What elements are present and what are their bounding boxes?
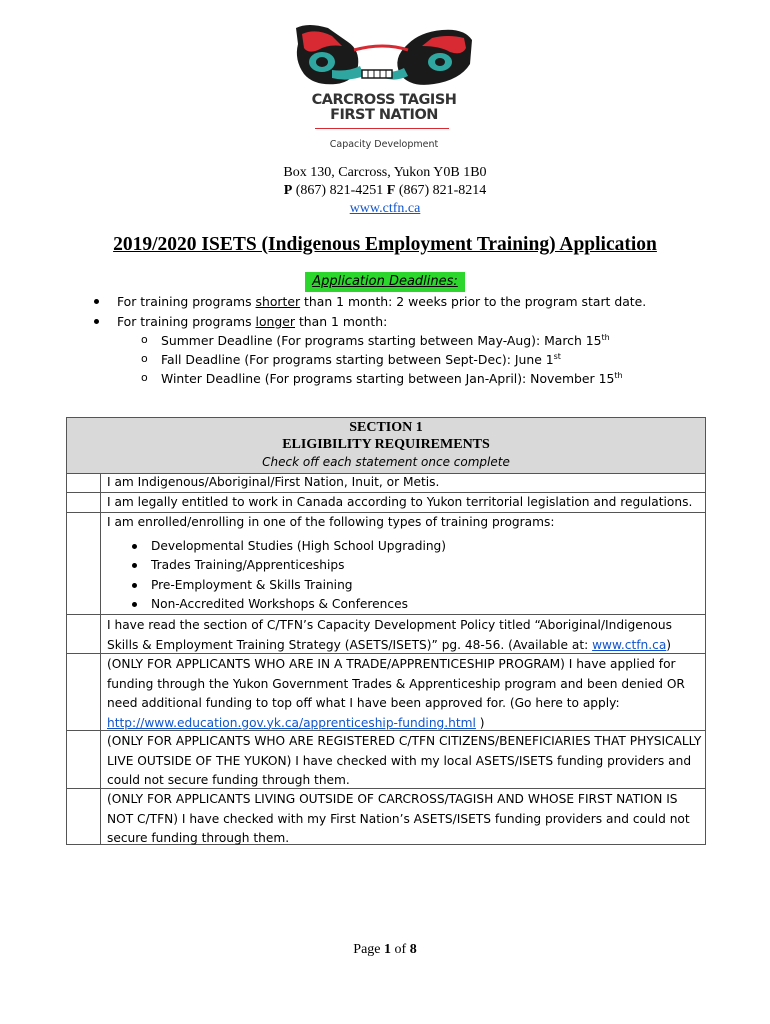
page-title: 2019/2020 ISETS (Indigenous Employment Training) Application xyxy=(113,234,657,255)
checkbox-cell[interactable] xyxy=(67,789,101,844)
statement-text: I am enrolled/enrolling in one of the following types of training programs: xyxy=(107,515,555,529)
bullet-icon xyxy=(94,299,99,304)
checkbox-cell[interactable] xyxy=(67,513,101,614)
sub-bullet-icon: o xyxy=(141,371,148,384)
org-name-line1: CARCROSS TAGISH xyxy=(311,92,457,108)
deadlines-heading: Application Deadlines: xyxy=(305,272,465,292)
checkbox-cell[interactable] xyxy=(67,493,101,512)
bullet-icon xyxy=(94,319,99,324)
contact-line xyxy=(0,182,770,200)
org-divider xyxy=(315,128,449,129)
list-item: Non-Accredited Workshops & Conferences xyxy=(107,595,703,615)
winter-deadline: Winter Deadline (For programs starting between Jan-April): November 15th xyxy=(161,370,623,386)
website-line xyxy=(0,200,770,218)
fall-deadline: Fall Deadline (For programs starting between Sept-Dec): June 1st xyxy=(161,351,561,367)
checkbox-cell[interactable] xyxy=(67,654,101,730)
eligibility-statement: (ONLY FOR APPLICANTS WHO ARE REGISTERED C/TFN CITIZENS/BENEFICIARIES THAT PHYSICALLY LIVE OUTSIDE OF THE YUKON) I have checked with my local ASETS/ISETS funding providers and could not secure funding through them. xyxy=(107,734,702,787)
deadline-short-programs: For training programs shorter than 1 month: 2 weeks prior to the program start date. xyxy=(117,294,647,309)
eligibility-statement: (ONLY FOR APPLICANTS WHO ARE IN A TRADE/APPRENTICESHIP PROGRAM) I have applied for funding through the Yukon Government Trades & Apprenticeship program and been denied OR need additional funding to top off what I have been approved for. (Go here to apply: http://www.education.gov.yk.ca/apprenticeship-funding.html ) xyxy=(107,657,685,730)
section-heading: ELIGIBILITY REQUIREMENTS xyxy=(282,437,490,452)
checkbox-cell[interactable] xyxy=(67,615,101,653)
deadline-long-programs: For training programs longer than 1 month: xyxy=(117,314,388,329)
eligibility-table xyxy=(66,417,706,845)
policy-link[interactable]: www.ctfn.ca xyxy=(592,637,667,652)
checkbox-cell[interactable] xyxy=(67,473,101,492)
fax-label: F xyxy=(386,183,396,198)
table-row xyxy=(67,615,705,654)
section-header xyxy=(67,418,705,474)
page-number: Page 1 of 8 xyxy=(353,942,417,957)
eligibility-statement: I have read the section of C/TFN’s Capacity Development Policy titled “Aboriginal/Indigenous Skills & Employment Training Strategy (ASETS/ISETS)” pg. 48-56. (Available at: www.ctfn.ca) xyxy=(107,618,672,652)
department-name: Capacity Development xyxy=(329,139,439,150)
phone-number: (867) 821-4251 xyxy=(295,183,384,198)
list-item: Trades Training/Apprenticeships xyxy=(107,556,703,576)
table-row xyxy=(67,654,705,731)
list-item: Pre-Employment & Skills Training xyxy=(107,576,703,596)
table-row xyxy=(67,789,705,844)
website-link[interactable]: www.ctfn.ca xyxy=(349,201,421,216)
phone-label: P xyxy=(283,183,293,198)
summer-deadline: Summer Deadline (For programs starting between May-Aug): March 15th xyxy=(161,332,610,348)
fax-number: (867) 821-8214 xyxy=(398,183,487,198)
table-row xyxy=(67,513,705,615)
program-types-list xyxy=(107,537,703,615)
eligibility-statement: (ONLY FOR APPLICANTS LIVING OUTSIDE OF CARCROSS/TAGISH AND WHOSE FIRST NATION IS NOT C/TFN) I have checked with my First Nation’s ASETS/ISETS funding providers and could not secure funding through them. xyxy=(107,792,690,845)
eligibility-statement xyxy=(107,513,703,615)
org-name-line2: FIRST NATION xyxy=(330,107,438,123)
list-item: Developmental Studies (High School Upgrading) xyxy=(107,537,703,557)
sub-bullet-icon: o xyxy=(141,333,148,346)
table-row xyxy=(67,473,705,493)
table-row xyxy=(67,731,705,789)
apprenticeship-funding-link[interactable]: http://www.education.gov.yk.ca/apprenticeship-funding.html xyxy=(107,715,476,730)
sub-bullet-icon: o xyxy=(141,352,148,365)
checkbox-cell[interactable] xyxy=(67,731,101,788)
address-line: Box 130, Carcross, Yukon Y0B 1B0 xyxy=(283,165,487,180)
eligibility-statement: I am legally entitled to work in Canada according to Yukon territorial legislation and regulations. xyxy=(107,495,693,509)
formline-bird-logo-icon xyxy=(288,20,480,95)
table-row xyxy=(67,493,705,513)
section-instruction: Check off each statement once complete xyxy=(262,455,510,469)
eligibility-statement: I am Indigenous/Aboriginal/First Nation, Inuit, or Metis. xyxy=(107,475,440,489)
section-number: SECTION 1 xyxy=(349,420,423,435)
